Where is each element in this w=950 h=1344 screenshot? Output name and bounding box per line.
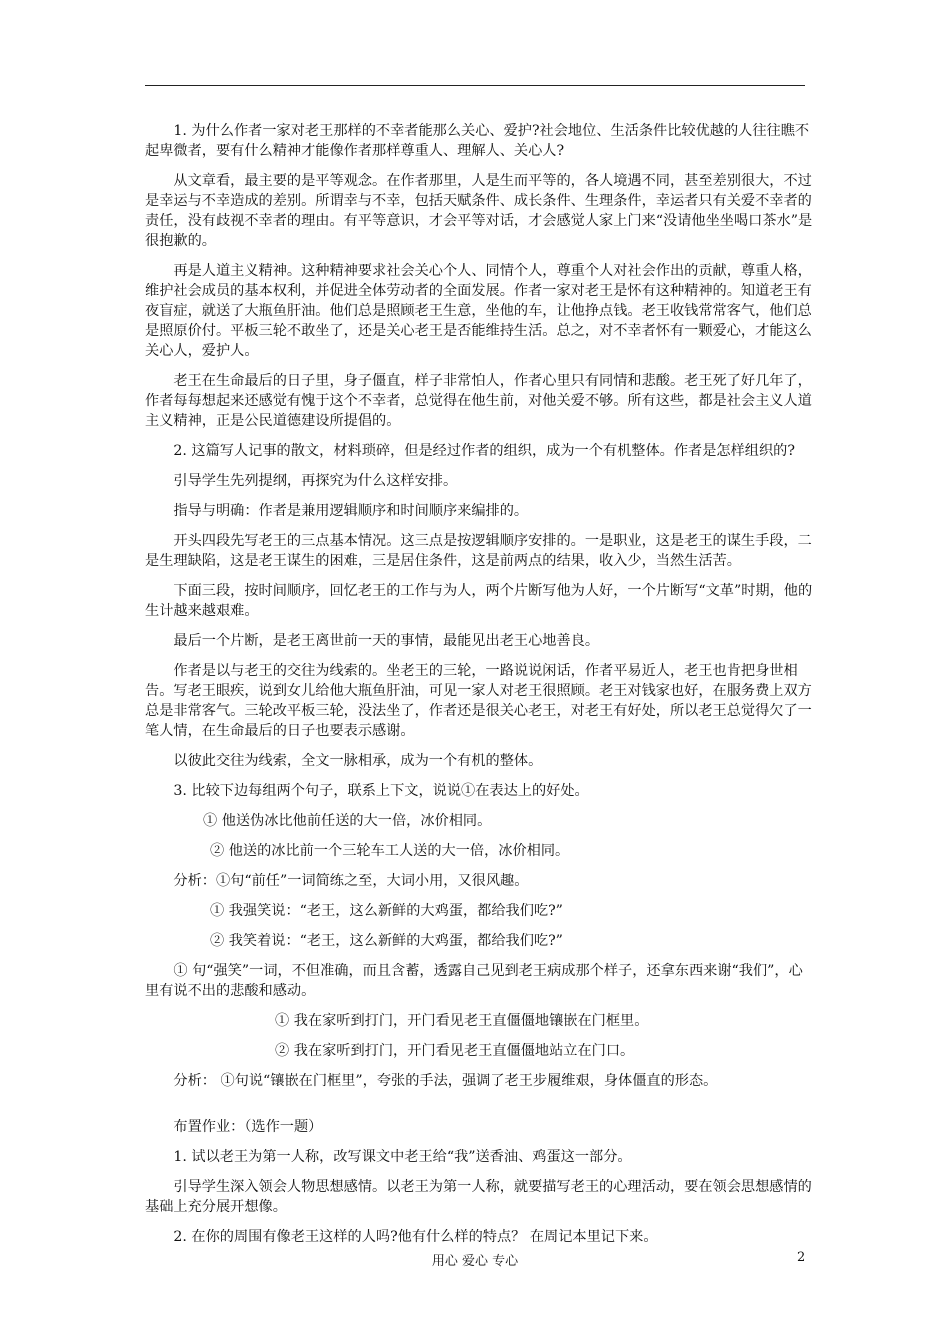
analysis-paragraph: 下面三段，按时间顺序，回忆老王的工作与为人，两个片断写他为人好，一个片断写“文革”时期，他的生计越来越艰难。 (145, 583, 813, 619)
homework-item: 1. 试以老王为第一人称，改写课文中老王给“我”送香油、鸡蛋这一部分。 (173, 1149, 632, 1165)
answer-paragraph: 再是人道主义精神。这种精神要求社会关心个人、同情个人，尊重个人对社会作出的贡献，尊重人格，维护社会成员的基本权利，并促进全体劳动者的全面发展。作者一家对老王是怀有这种精神的。知道老王有夜盲症，就送了大瓶鱼肝油。他们总是照顾老王生意，坐他的车，让他挣点钱。老王收钱常常客气，他们总是照原价付。平板三轮不敢坐了，还是关心老王是否能维持生活。总之，对不幸者怀有一颗爱心，才能这么关心人，爱护人。 (145, 263, 812, 359)
page-number: 2 (797, 1250, 806, 1265)
question-1: 1. 为什么作者一家对老王那样的不幸者能那么关心、爱护?社会地位、生活条件比较优越的人往往瞧不起卑微者，要有什么精神才能像作者那样尊重人、理解人、关心人? (145, 123, 810, 159)
answer-paragraph: 从文章看，最主要的是平等观念。在作者那里，人是生而平等的，各人境遇不同，甚至差别很大，不过是幸运与不幸造成的差别。所谓幸与不幸，包括天赋条件、成长条件、生理条件，幸运者只有关爱不幸者的责任，没有歧视不幸者的理由。有平等意识，才会平等对话，才会感觉人家上门来“没请他坐坐喝口茶水”是很抱歉的。 (145, 173, 813, 249)
analysis-text: 分析：①句“前任”一词简练之至，大词小用，又很风趣。 (173, 873, 529, 889)
guidance-text: 指导与明确：作者是兼用逻辑顺序和时间顺序来编排的。 (173, 503, 529, 519)
guidance-text: 引导学生先列提纲，再探究为什么这样安排。 (173, 473, 458, 489)
example-sentence: ① 我在家听到打门，开门看见老王直僵僵地镶嵌在门框里。 (275, 1013, 649, 1029)
example-sentence: ② 我笑着说：“老王，这么新鲜的大鸡蛋，都给我们吃?” (210, 933, 563, 949)
example-sentence: ② 他送的冰比前一个三轮车工人送的大一倍，冰价相同。 (210, 843, 570, 859)
example-sentence: ① 我强笑说：“老王，这么新鲜的大鸡蛋，都给我们吃?” (210, 903, 563, 919)
homework-guidance: 引导学生深入领会人物思想感情。以老王为第一人称，就要描写老王的心理活动，要在领会思想感情的基础上充分展开想像。 (145, 1179, 812, 1215)
analysis-paragraph: 最后一个片断，是老王离世前一天的事情，最能见出老王心地善良。 (173, 633, 600, 649)
homework-heading: 布置作业：（选作一题） (173, 1119, 323, 1135)
analysis-paragraph: 以彼此交往为线索，全文一脉相承，成为一个有机的整体。 (173, 753, 543, 769)
analysis-paragraph: 开头四段先写老王的三点基本情况。这三点是按逻辑顺序安排的。一是职业，这是老王的谋生手段，二是生理缺陷，这是老王谋生的困难，三是居住条件，这是前两点的结果，收入少，当然生活苦。 (145, 533, 812, 569)
footer-motto: 用心 爱心 专心 (431, 1254, 519, 1269)
header-rule (145, 85, 805, 86)
analysis-text: 分析： ①句说“镶嵌在门框里”，夸张的手法，强调了老王步履维艰，身体僵直的形态。 (173, 1073, 718, 1089)
document-body (145, 121, 813, 1247)
analysis-paragraph: 作者是以与老王的交往为线索的。坐老王的三轮，一路说说闲话，作者平易近人，老王也肯把身世相告。写老王眼疾，说到女儿给他大瓶鱼肝油，可见一家人对老王很照顾。老王对钱家也好，在服务费上双方总是非常客气。三轮改平板三轮，没法坐了，作者还是很关心老王，对老王有好处，所以老王总觉得欠了一笔人情，在生命最后的日子也要表示感谢。 (145, 663, 812, 739)
analysis-text: ① 句“强笑”一词，不但准确，而且含蓄，透露自己见到老王病成那个样子，还拿东西来谢“我们”，心里有说不出的悲酸和感动。 (145, 963, 803, 999)
example-sentence: ② 我在家听到打门，开门看见老王直僵僵地站立在门口。 (275, 1043, 635, 1059)
homework-item: 2. 在你的周围有像老王这样的人吗?他有什么样的特点？ 在周记本里记下来。 (173, 1229, 658, 1245)
example-sentence: ① 他送伪冰比他前任送的大一倍，冰价相同。 (203, 813, 492, 829)
answer-paragraph: 老王在生命最后的日子里，身子僵直，样子非常怕人，作者心里只有同情和悲酸。老王死了好几年了，作者每每想起来还感觉有愧于这个不幸者，总觉得在他生前，对他关爱不够。所有这些，都是社会主义人道主义精神，正是公民道德建设所提倡的。 (145, 373, 812, 429)
question-2: 2. 这篇写人记事的散文，材料琐碎，但是经过作者的组织，成为一个有机整体。作者是怎样组织的? (173, 443, 795, 459)
question-3: 3. 比较下边每组两个句子，联系上下文，说说①在表达上的好处。 (173, 783, 589, 799)
